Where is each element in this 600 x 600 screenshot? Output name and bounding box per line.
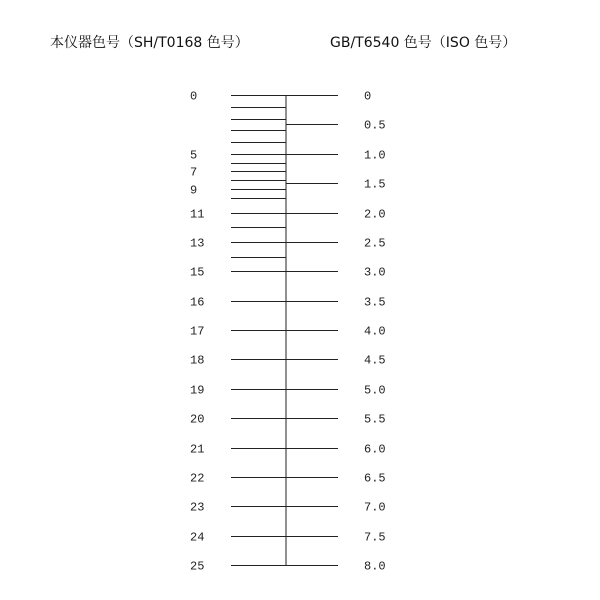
right-tick-label: 3.5 bbox=[364, 295, 386, 310]
right-tick-label: 0.5 bbox=[364, 118, 386, 133]
right-tick-label: 8.0 bbox=[364, 559, 386, 574]
right-tick-label: 7.5 bbox=[364, 530, 386, 545]
left-tick-label: 11 bbox=[190, 207, 205, 222]
right-scale-title: GB/T6540 色号（ISO 色号） bbox=[330, 35, 517, 51]
right-tick-label: 5.0 bbox=[364, 383, 386, 398]
right-tick-label: 2.0 bbox=[364, 207, 386, 222]
left-tick-label: 23 bbox=[190, 500, 205, 515]
left-tick-label: 25 bbox=[190, 559, 205, 574]
right-tick-label: 6.5 bbox=[364, 471, 386, 486]
right-tick-label: 3.0 bbox=[364, 265, 386, 280]
left-tick-label: 20 bbox=[190, 412, 205, 427]
right-tick-label: 5.5 bbox=[364, 412, 386, 427]
left-tick-label: 9 bbox=[190, 183, 198, 198]
left-scale-ticks bbox=[231, 96, 286, 566]
left-tick-label: 21 bbox=[190, 442, 205, 457]
left-scale-labels bbox=[190, 90, 204, 574]
right-tick-label: 2.5 bbox=[364, 236, 386, 251]
right-scale-labels bbox=[364, 90, 386, 574]
left-tick-label: 18 bbox=[190, 353, 205, 368]
right-tick-label: 7.0 bbox=[364, 500, 386, 515]
left-tick-label: 24 bbox=[190, 530, 205, 545]
left-tick-label: 19 bbox=[190, 383, 205, 398]
left-tick-label: 16 bbox=[190, 295, 205, 310]
left-tick-label: 22 bbox=[190, 471, 205, 486]
right-tick-label: 4.0 bbox=[364, 324, 386, 339]
right-tick-label: 6.0 bbox=[364, 442, 386, 457]
left-tick-label: 7 bbox=[190, 165, 198, 180]
right-tick-label: 1.5 bbox=[364, 177, 386, 192]
left-tick-label: 15 bbox=[190, 265, 205, 280]
right-tick-label: 1.0 bbox=[364, 148, 386, 163]
left-scale-title: 本仪器色号（SH/T0168 色号） bbox=[50, 35, 249, 51]
left-tick-label: 5 bbox=[190, 148, 198, 163]
right-scale-ticks bbox=[286, 96, 338, 566]
left-tick-label: 0 bbox=[190, 89, 198, 104]
left-tick-label: 13 bbox=[190, 236, 205, 251]
left-tick-label: 17 bbox=[190, 324, 205, 339]
right-tick-label: 4.5 bbox=[364, 353, 386, 368]
right-tick-label: 0 bbox=[364, 89, 372, 104]
